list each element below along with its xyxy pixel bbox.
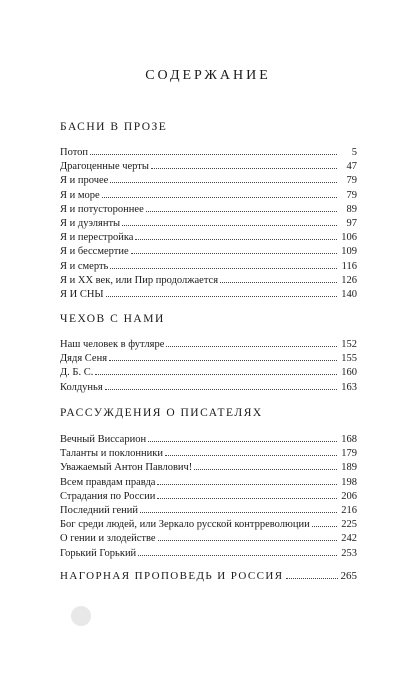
toc-entry-title: Всем правдам правда — [60, 476, 156, 488]
toc-leader-dots — [95, 364, 337, 375]
toc-entry — [60, 336, 357, 350]
toc-entry-page: 47 — [346, 161, 357, 173]
toc-entry-page: 89 — [346, 203, 357, 215]
toc-list-writers — [60, 431, 357, 559]
toc-entry-title: Я и дуэлянты — [60, 217, 121, 229]
toc-entry-page: 116 — [341, 260, 357, 272]
toc-entry — [60, 488, 357, 502]
toc-entry-page: 152 — [341, 339, 357, 350]
toc-entry-page: 79 — [346, 189, 357, 201]
toc-leader-dots — [110, 258, 337, 269]
toc-entry-title: Я И СНЫ — [60, 288, 104, 300]
toc-leader-dots — [194, 459, 337, 470]
toc-entry-title: Я и смерть — [60, 260, 109, 272]
toc-final-entry — [60, 569, 357, 582]
toc-leader-dots — [158, 530, 337, 541]
toc-entry-page: 163 — [341, 381, 357, 393]
toc-leader-dots — [151, 158, 337, 169]
toc-entry — [60, 144, 357, 158]
toc-leader-dots — [140, 502, 337, 513]
toc-entry — [60, 364, 357, 378]
toc-entry-page: 168 — [341, 434, 357, 445]
toc-leader-dots — [220, 272, 337, 283]
toc-leader-dots — [105, 379, 337, 390]
toc-entry-title: Я и перестройка — [60, 232, 134, 244]
toc-entry-page: 126 — [341, 274, 357, 286]
toc-entry-page: 140 — [341, 288, 357, 300]
toc-leader-dots — [90, 144, 337, 155]
toc-entry-page: 109 — [341, 246, 357, 258]
toc-entry — [60, 215, 357, 229]
toc-entry-page: 155 — [341, 353, 357, 365]
toc-entry-title: Последний гений — [60, 504, 139, 516]
section-heading-writers: РАССУЖДЕНИЯ О ПИСАТЕЛЯХ — [60, 407, 263, 419]
toc-list-chekhov — [60, 336, 357, 393]
toc-entry — [60, 545, 357, 559]
toc-entry-title: Таланты и поклонники — [60, 448, 163, 460]
toc-entry-title: Вечный Виссарион — [60, 434, 147, 445]
toc-entry-page: 5 — [351, 147, 357, 158]
toc-entry-title: Горький Горький — [60, 547, 137, 559]
toc-entry — [60, 502, 357, 516]
page-stamp-mark — [71, 606, 91, 626]
toc-leader-dots — [165, 445, 337, 456]
toc-entry-title: Я и прочее — [60, 175, 109, 187]
toc-entry — [60, 379, 357, 393]
toc-entry-title: Драгоценные черты — [60, 161, 149, 173]
toc-entry-page: 265 — [340, 570, 357, 582]
toc-leader-dots — [109, 350, 337, 361]
toc-entry-title: Я и море — [60, 189, 100, 201]
toc-list-fables — [60, 144, 357, 300]
toc-entry-page: 189 — [341, 462, 357, 474]
toc-leader-dots — [286, 569, 337, 579]
toc-leader-dots — [157, 488, 337, 499]
toc-entry-page: 225 — [341, 519, 357, 531]
toc-entry — [60, 158, 357, 172]
toc-entry-page: 253 — [341, 547, 357, 559]
toc-entry-title: Колдунья — [60, 381, 103, 393]
toc-entry — [60, 445, 357, 459]
toc-entry-page: 198 — [341, 476, 357, 488]
toc-entry — [60, 286, 357, 300]
toc-entry-page: 97 — [346, 217, 357, 229]
toc-leader-dots — [312, 516, 337, 527]
toc-entry-title: Страдания по России — [60, 490, 156, 502]
toc-entry-title: О гении и злодействе — [60, 533, 156, 545]
section-heading-chekhov: ЧЕХОВ С НАМИ — [60, 313, 165, 325]
toc-entry — [60, 258, 357, 272]
section-heading-fables: БАСНИ В ПРОЗЕ — [60, 121, 168, 133]
toc-entry — [60, 431, 357, 445]
toc-leader-dots — [138, 545, 337, 556]
toc-entry-page: 79 — [346, 175, 357, 187]
toc-entry-title: НАГОРНАЯ ПРОПОВЕДЬ И РОССИЯ — [60, 570, 284, 582]
toc-entry-title: Я и бессмертие — [60, 246, 129, 258]
toc-entry — [60, 516, 357, 530]
toc-entry — [60, 350, 357, 364]
toc-entry-page: 206 — [341, 490, 357, 502]
toc-entry — [60, 459, 357, 473]
toc-leader-dots — [106, 286, 337, 297]
toc-leader-dots — [110, 172, 337, 183]
toc-entry-page: 242 — [341, 533, 357, 545]
toc-entry-title: Я и потустороннее — [60, 203, 144, 215]
toc-entry — [60, 530, 357, 544]
toc-entry — [60, 187, 357, 201]
toc-leader-dots — [135, 229, 337, 240]
toc-entry-title: Дядя Сеня — [60, 353, 108, 365]
toc-entry-page: 106 — [341, 232, 357, 244]
toc-leader-dots — [131, 243, 337, 254]
toc-entry — [60, 172, 357, 186]
toc-entry-page: 216 — [341, 504, 357, 516]
toc-entry-title: Потоп — [60, 147, 89, 158]
toc-entry — [60, 272, 357, 286]
toc-entry-title: Наш человек в футляре — [60, 339, 165, 350]
toc-entry — [60, 229, 357, 243]
toc-entry-title: Бог среди людей, или Зеркало русской контрреволюции — [60, 519, 310, 531]
toc-entry-title: Я и XX век, или Пир продолжается — [60, 274, 219, 286]
toc-entry-page: 160 — [341, 367, 357, 379]
toc-entry-page: 179 — [341, 448, 357, 460]
toc-entry-title: Уважаемый Антон Павлович! — [60, 462, 193, 474]
toc-entry — [60, 243, 357, 257]
toc-entry — [60, 474, 357, 488]
toc-leader-dots — [166, 336, 337, 347]
toc-leader-dots — [148, 431, 337, 442]
toc-leader-dots — [102, 187, 337, 198]
toc-leader-dots — [157, 474, 337, 485]
toc-entry-title: Д. Б. С. — [60, 367, 94, 379]
page-title: СОДЕРЖАНИЕ — [145, 68, 271, 83]
toc-leader-dots — [146, 201, 337, 212]
toc-entry — [60, 201, 357, 215]
toc-leader-dots — [122, 215, 337, 226]
